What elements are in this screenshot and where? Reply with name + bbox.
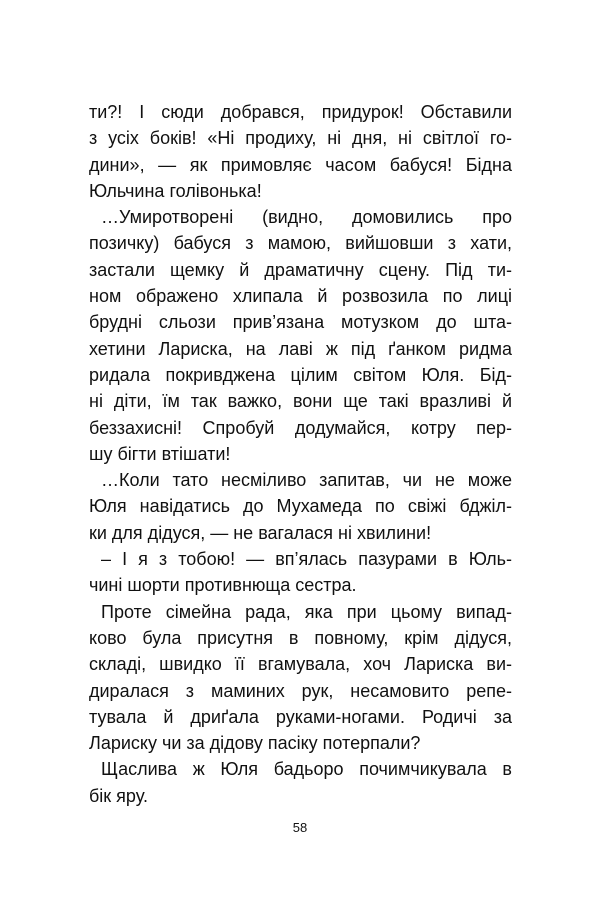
text-line: ки для дідуся, — не вагалася ні хвилини! bbox=[89, 522, 432, 543]
text-line: Щаслива ж Юля бадьоро почимчикувала в bbox=[101, 759, 512, 780]
text-line: ні діти, їм так важко, вони ще такі вразливі й bbox=[89, 391, 512, 412]
text-line: Юля навідатись до Мухамеда по свіжі бджіл- bbox=[89, 496, 512, 517]
text-line: дини», — як примовляє часом бабуся! Бідна bbox=[89, 154, 512, 175]
text-line: тувала й дриґала руками-ногами. Родичі за bbox=[89, 706, 512, 727]
body-text bbox=[89, 99, 512, 809]
text-line: беззахисні! Спробуй додумайся, котру пер- bbox=[89, 417, 512, 438]
text-line: – І я з тобою! — вп’ялась пазурами в Юль- bbox=[101, 549, 512, 570]
text-line: …Коли тато несміливо запитав, чи не може bbox=[101, 470, 512, 491]
text-line: диралася з маминих рук, несамовито репе- bbox=[89, 680, 512, 701]
text-line: …Умиротворені (видно, домовились про bbox=[101, 207, 512, 228]
text-line: Юльчина голівонька! bbox=[89, 180, 262, 201]
text-line: ридала покривджена цілим світом Юля. Бід- bbox=[89, 364, 512, 385]
text-line: Лариску чи за дідову пасіку потерпали? bbox=[89, 733, 421, 754]
text-line: складі, швидко її вгамувала, хоч Лариска ви- bbox=[89, 654, 512, 675]
text-line: ково була присутня в повному, крім дідуся, bbox=[89, 627, 512, 648]
text-line: ном ображено хлипала й розвозила по лиці bbox=[89, 286, 512, 307]
text-line: бік яру. bbox=[89, 785, 148, 806]
text-line: з усіх боків! «Ні продиху, ні дня, ні світлої го- bbox=[89, 128, 512, 149]
text-line: чині шорти противнюща сестра. bbox=[89, 575, 357, 596]
text-line: Проте сімейна рада, яка при цьому випад- bbox=[101, 601, 512, 622]
text-line: брудні сльози прив’язана мотузком до шта- bbox=[89, 312, 512, 333]
page-number: 58 bbox=[292, 820, 308, 835]
text-line: застали щемку й драматичну сцену. Під ти- bbox=[89, 259, 512, 280]
text-line: шу бігти втішати! bbox=[89, 443, 231, 464]
text-line: позичку) бабуся з мамою, вийшовши з хати, bbox=[89, 233, 512, 254]
text-line: ти?! І сюди добрався, придурок! Обставили bbox=[89, 102, 512, 122]
text-line: хетини Лариска, на лаві ж під ґанком ридма bbox=[89, 338, 512, 359]
